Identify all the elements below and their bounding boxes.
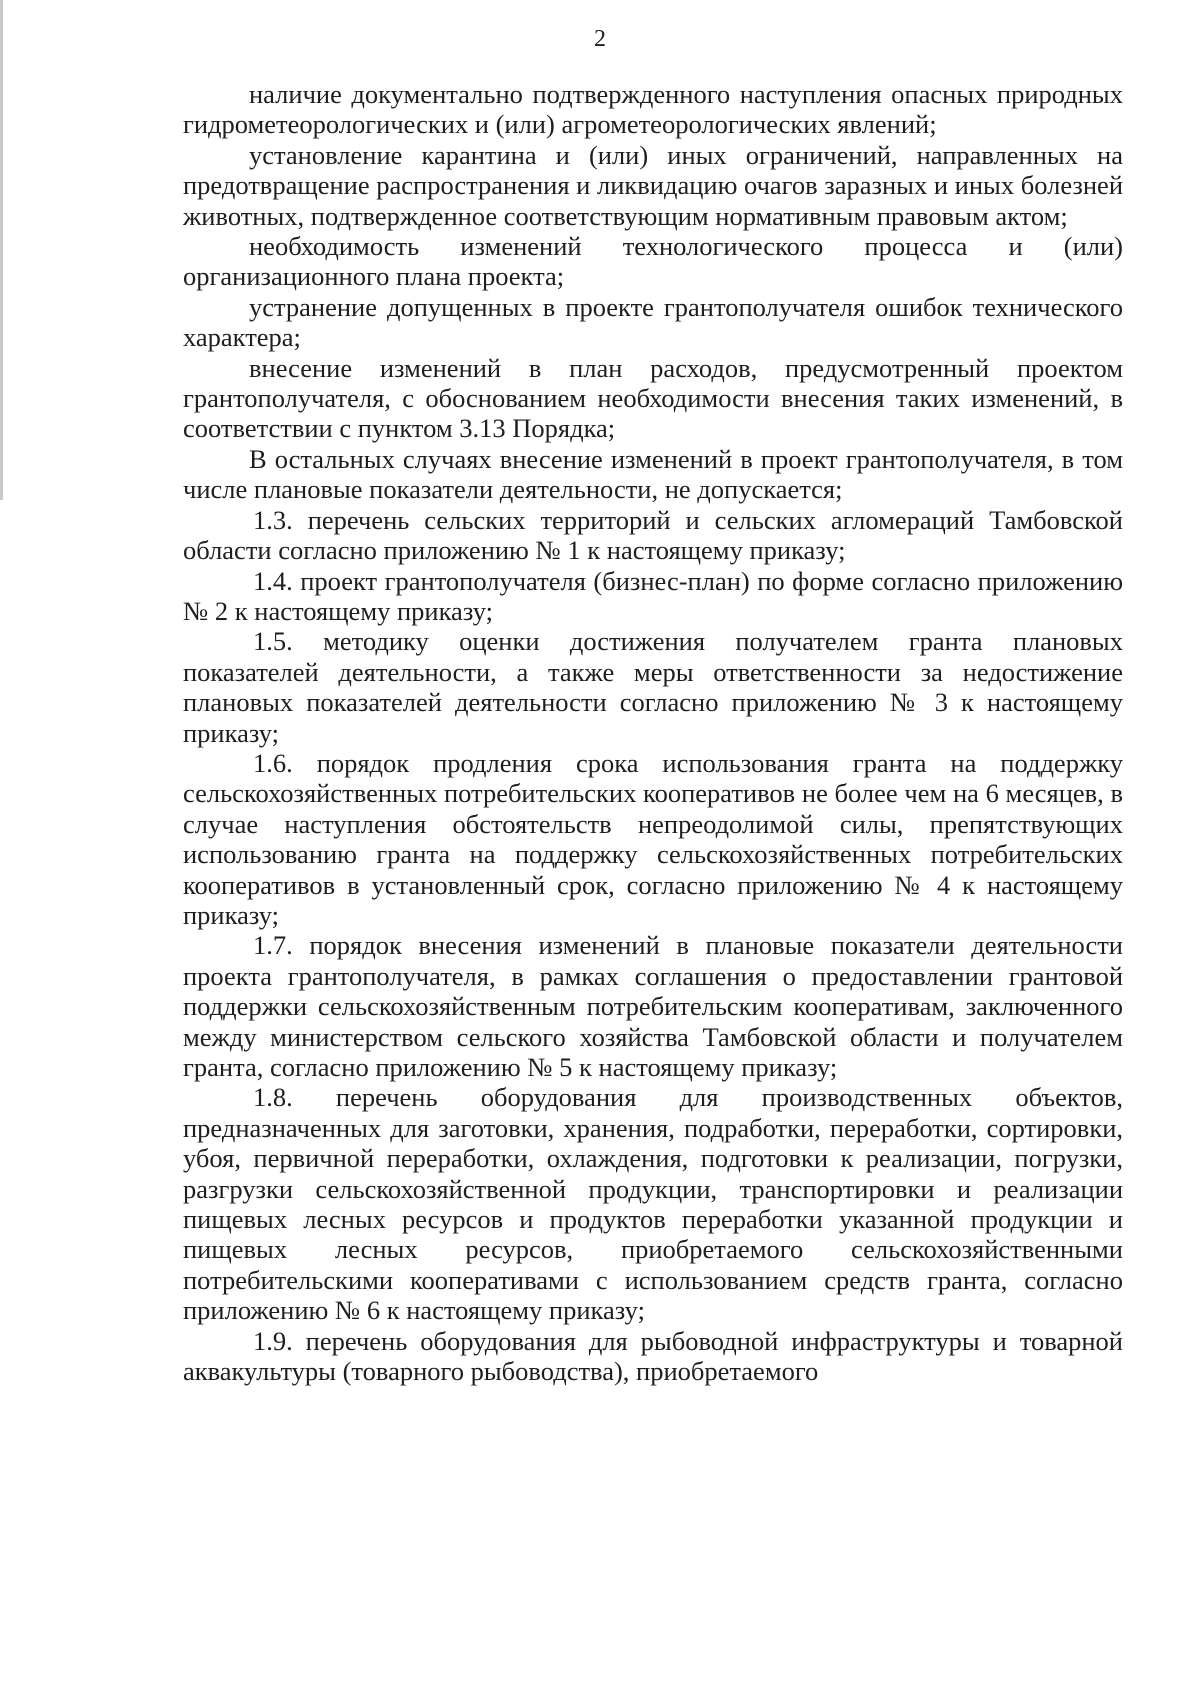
paragraph-expense-plan: внесение изменений в план расходов, предусмотренный проектом грантополучателя, с обоснованием необходимости внесения таких изменений, в соответствии с пунктом 3.13 Порядка; <box>183 352 1123 444</box>
paragraph-item-1-9: 1.9. перечень оборудования для рыбоводной инфраструктуры и товарной аквакультуры (товарного рыбоводства), приобретаемого <box>183 1325 1123 1387</box>
paragraph-item-1-3: 1.3. перечень сельских территорий и сельских агломераций Тамбовской области согласно приложению № 1 к настоящему приказу; <box>183 504 1123 566</box>
scan-edge <box>0 0 3 500</box>
paragraph-quarantine: установление карантина и (или) иных ограничений, направленных на предотвращение распространения и ликвидацию очагов заразных и иных болезней животных, подтвержденное соответствующим нормативным правовым актом; <box>183 139 1123 231</box>
paragraph-item-1-7: 1.7. порядок внесения изменений в плановые показатели деятельности проекта грантополучателя, в рамках соглашения о предоставлении грантовой поддержки сельскохозяйственным потребительским кооперативам, заключенного между министерством сельского хозяйства Тамбовской области и получателем гранта, согласно приложению № 5 к настоящему приказу; <box>183 930 1123 1082</box>
document-body <box>183 79 1123 1386</box>
paragraph-hazard-events: наличие документально подтвержденного наступления опасных природных гидрометеорологических и (или) агрометеорологических явлений; <box>183 79 1123 140</box>
paragraph-item-1-4: 1.4. проект грантополучателя (бизнес-план) по форме согласно приложению № 2 к настоящему приказу; <box>183 565 1123 626</box>
paragraph-item-1-5: 1.5. методику оценки достижения получателем гранта плановых показателей деятельности, а также меры ответственности за недостижение плановых показателей деятельности согласно приложению № 3 к настоящему приказу; <box>183 626 1123 748</box>
paragraph-item-1-6: 1.6. порядок продления срока использования гранта на поддержку сельскохозяйственных потребительских кооперативов не более чем на 6 месяцев, в случае наступления обстоятельств непреодолимой силы, препятствующих использованию гранта на поддержку сельскохозяйственных потребительских кооперативов в установленный срок, согласно приложению № 4 к настоящему приказу; <box>183 747 1123 930</box>
paragraph-item-1-8: 1.8. перечень оборудования для производственных объектов, предназначенных для заготовки, хранения, подработки, переработки, сортировки, убоя, первичной переработки, охлаждения, подготовки к реализации, погрузки, разгрузки сельскохозяйственной продукции, транспортировки и реализации пищевых лесных ресурсов и продуктов переработки указанной продукции и пищевых лесных ресурсов, приобретаемого сельскохозяйственными потребительскими кооперативами с использованием средств гранта, согласно приложению № 6 к настоящему приказу; <box>183 1082 1123 1326</box>
paragraph-process-changes: необходимость изменений технологического процесса и (или) организационного плана проекта; <box>183 231 1123 292</box>
page-number: 2 <box>594 26 606 52</box>
paragraph-other-cases: В остальных случаях внесение изменений в проект грантополучателя, в том числе плановые показатели деятельности, не допускается; <box>183 443 1123 505</box>
paragraph-technical-errors: устранение допущенных в проекте грантополучателя ошибок технического характера; <box>183 291 1123 353</box>
